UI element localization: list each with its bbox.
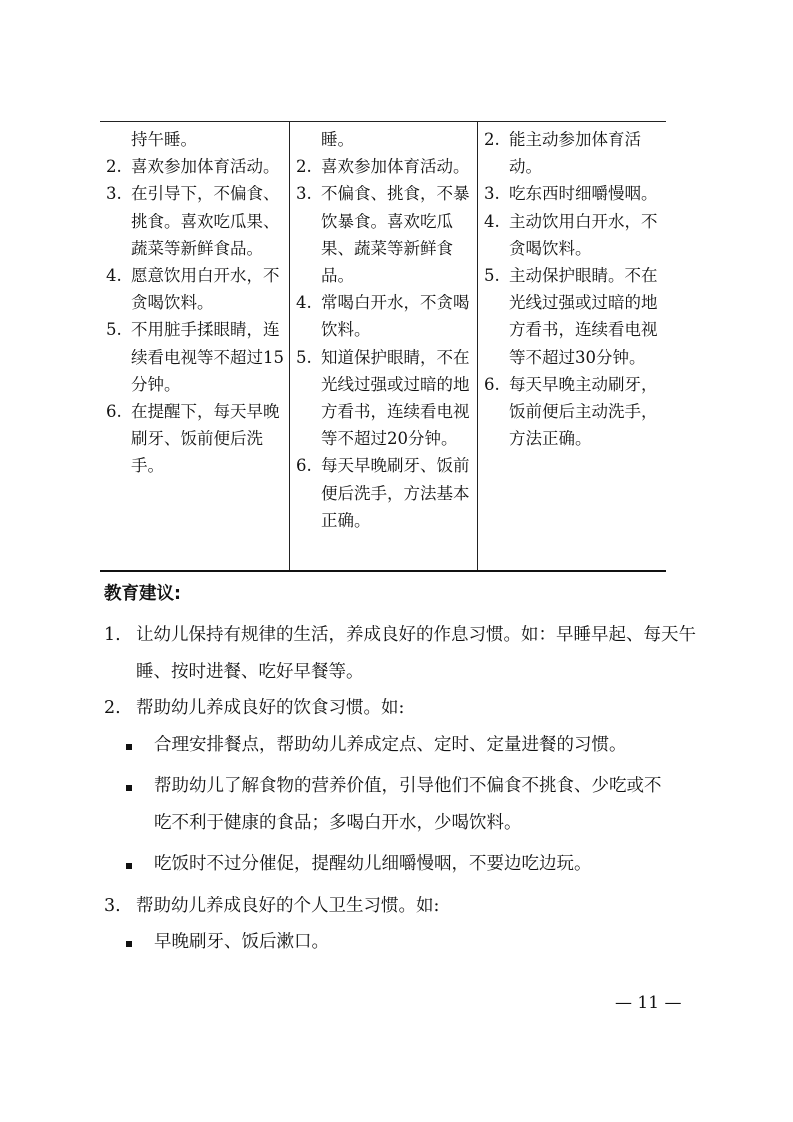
suggestion-number: 3. [104,895,121,916]
item-text: 不用脏手揉眼睛，连续看电视等不超过15分钟。 [131,320,284,394]
item-number: 5. [484,266,500,286]
table-column-3 [478,122,666,570]
item-text: 持午睡。 [131,130,197,149]
item-number: 4. [296,293,312,313]
item-number: 2. [296,157,312,177]
page-number: — 11 — [615,993,682,1013]
item-number: 5. [296,347,312,367]
list-item [290,289,477,343]
item-text: 主动饮用白开水，不贪喝饮料。 [509,211,658,258]
bullet-item [104,846,704,883]
list-item [100,262,289,316]
list-item [478,180,666,207]
item-text: 在引导下，不偏食、挑食。喜欢吃瓜果、蔬菜等新鲜食品。 [131,184,280,258]
item-number: 6. [484,374,500,394]
list-item [100,126,289,153]
bullet-item [104,727,704,764]
item-number: 3. [106,184,122,204]
list-item [100,316,289,398]
item-number [290,126,321,153]
suggestion-number: 2. [104,698,121,718]
item-text: 愿意饮用白开水，不贪喝饮料。 [131,266,280,313]
section-title: 教育建议: [104,584,181,604]
list-item [290,452,477,534]
suggestion-item [104,888,704,925]
item-text: 喜欢参加体育活动。 [321,157,470,177]
suggestion-text: 让幼儿保持有规律的生活，养成良好的作息习惯。如：早睡早起、每天午睡、按时进餐、吃好早餐等。 [136,625,696,682]
square-bullet-icon [124,768,154,841]
item-number: 6. [296,456,312,476]
item-number: 6. [106,402,122,422]
bullet-text: 吃饭时不过分催促，提醒幼儿细嚼慢咽，不要边吃边玩。 [154,854,592,874]
list-item [478,208,666,262]
item-text: 不偏食、挑食，不暴饮暴食。喜欢吃瓜果、蔬菜等新鲜食品。 [321,184,470,286]
bullet-item [104,768,704,841]
item-number: 2. [106,157,122,177]
item-number: 4. [106,266,122,286]
bullet-text: 早晚刷牙、饭后漱口。 [154,932,329,952]
item-number: 4. [484,211,500,231]
item-text: 每天早晚主动刷牙，饭前便后主动洗手，方法正确。 [509,374,658,449]
list-item [100,180,289,262]
suggestion-number: 1. [104,625,121,645]
item-text: 睡。 [321,130,354,149]
item-text: 每天早晚刷牙、饭前便后洗手，方法基本正确。 [321,456,470,530]
goals-table [100,121,666,572]
suggestion-item [104,690,704,727]
table-column-2 [289,122,478,570]
item-text: 主动保护眼睛。不在光线过强或过暗的地方看书，连续看电视等不超过30分钟。 [509,266,658,367]
item-text: 能主动参加体育活动。 [509,130,641,177]
bullet-item [104,924,704,961]
suggestions-body [104,617,704,966]
list-item [290,344,477,453]
item-text: 在提醒下，每天早晚刷牙、饭前便后洗手。 [131,402,280,476]
item-number: 3. [296,184,312,204]
item-text: 吃东西时细嚼慢咽。 [509,184,658,204]
item-number: 5. [106,320,122,340]
list-item [290,126,477,153]
list-item [290,153,477,180]
bullet-text: 合理安排餐点，帮助幼儿养成定点、定时、定量进餐的习惯。 [154,734,627,755]
list-item [100,153,289,180]
suggestion-text: 帮助幼儿养成良好的饮食习惯。如: [136,698,405,718]
item-number: 2. [484,130,500,149]
square-bullet-icon [124,727,154,764]
square-bullet-icon [124,846,154,883]
list-item [290,180,477,289]
item-text: 喜欢参加体育活动。 [131,157,280,177]
list-item [100,398,289,480]
bullet-text: 帮助幼儿了解食物的营养价值，引导他们不偏食不挑食、少吃或不吃不利于健康的食品；多喝白开水，少喝饮料。 [154,776,662,833]
item-number [100,126,131,153]
suggestion-text: 帮助幼儿养成良好的个人卫生习惯。如: [136,895,440,916]
list-item [478,371,666,453]
list-item [478,126,666,180]
table-column-1 [100,122,289,570]
item-text: 常喝白开水，不贪喝饮料。 [321,293,470,340]
square-bullet-icon [124,924,154,961]
list-item [478,262,666,371]
suggestion-item [104,617,704,690]
item-text: 知道保护眼睛，不在光线过强或过暗的地方看书，连续看电视等不超过20分钟。 [321,347,470,449]
item-number: 3. [484,184,500,204]
